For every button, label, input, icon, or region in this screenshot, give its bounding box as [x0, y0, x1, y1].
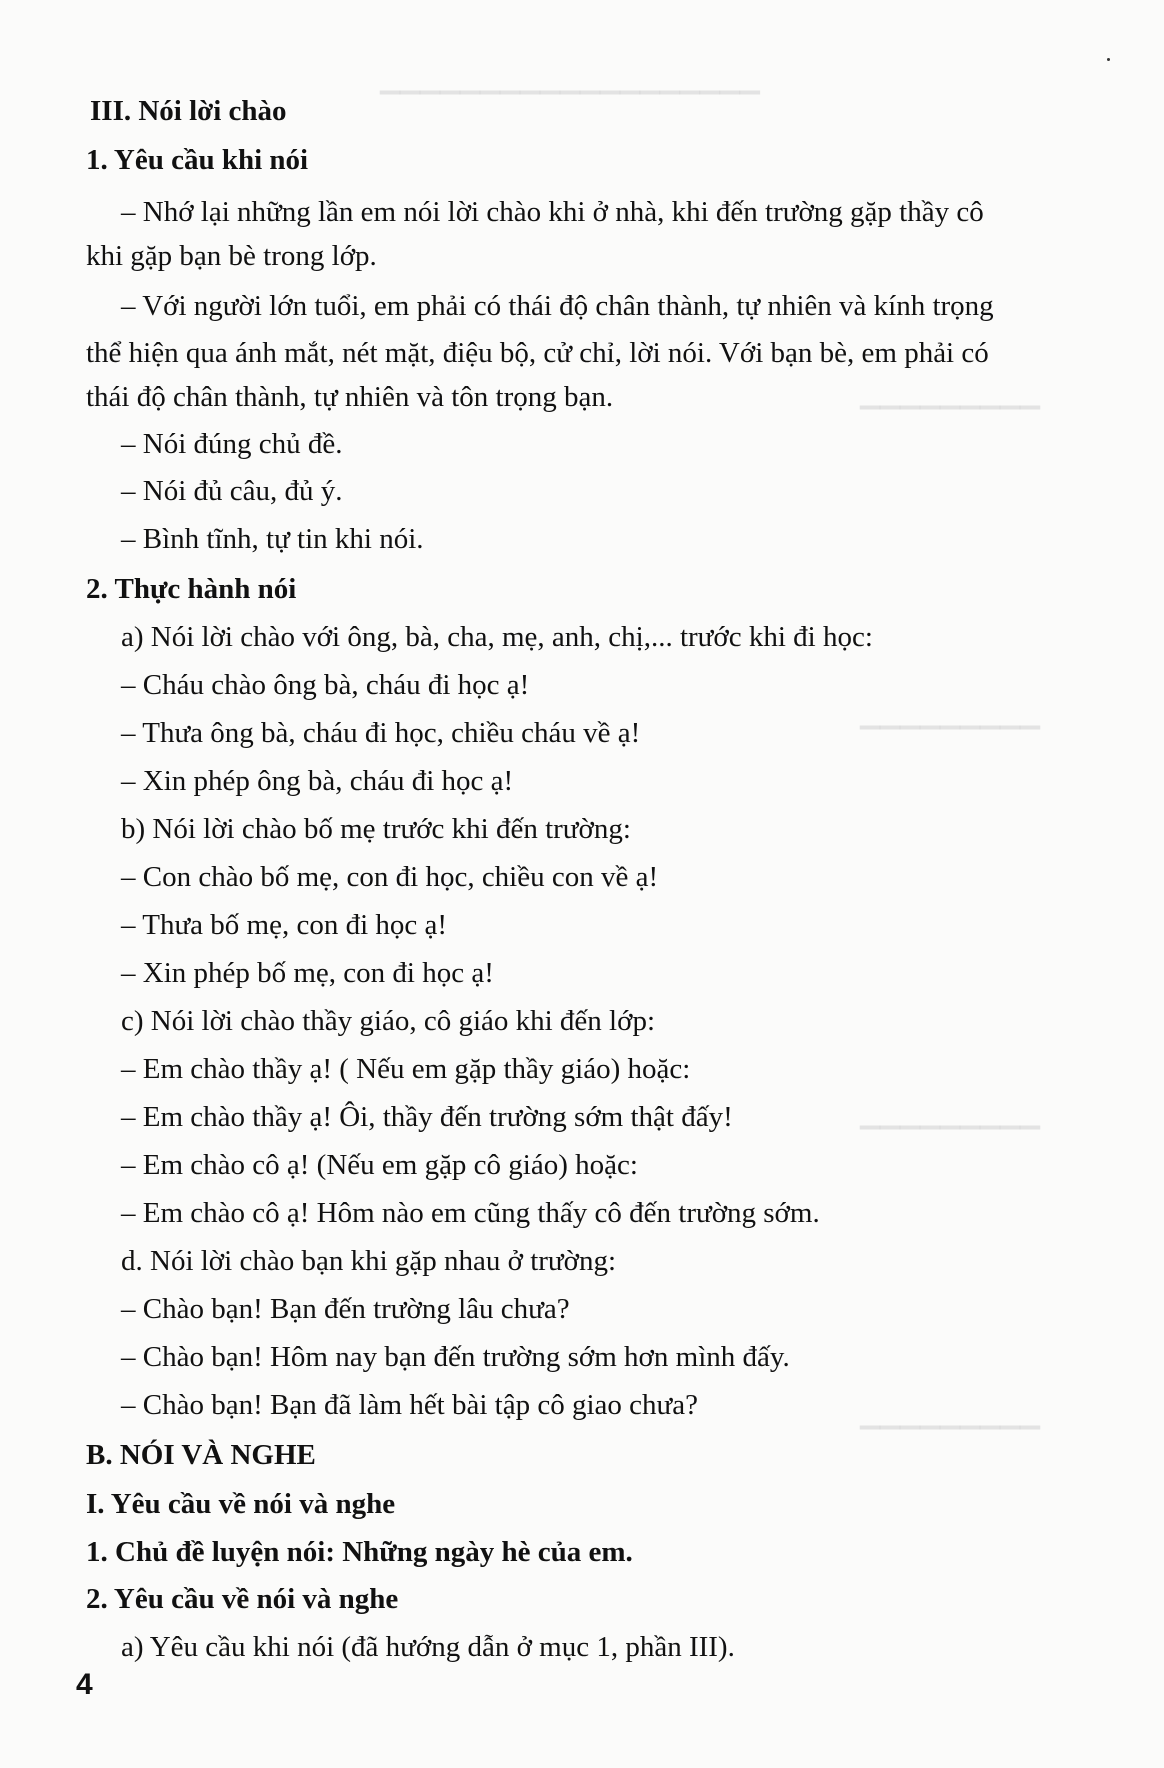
bleed-through: ▔▔▔▔▔▔▔▔▔▔▔▔▔▔▔▔▔▔▔ [380, 92, 760, 121]
text-line: – Con chào bố mẹ, con đi học, chiều con về ạ! [121, 861, 659, 893]
text-line: – Em chào cô ạ! Hôm nào em cũng thấy cô đến trường sớm. [121, 1197, 820, 1229]
bleed-through: ▁▁▁▁▁▁▁▁▁ [860, 1400, 1040, 1429]
text-line: – Nói đúng chủ đề. [121, 428, 343, 460]
bleed-through: ▁▁▁▁▁▁▁▁▁ [860, 700, 1040, 729]
text-line: b) Nói lời chào bố mẹ trước khi đến trường: [121, 813, 631, 845]
text-line: – Chào bạn! Hôm nay bạn đến trường sớm hơn mình đấy. [121, 1341, 790, 1373]
text-line: d. Nói lời chào bạn khi gặp nhau ở trường: [121, 1245, 617, 1277]
text-line: – Bình tĩnh, tự tin khi nói. [121, 523, 424, 555]
text-line: khi gặp bạn bè trong lớp. [86, 240, 377, 272]
text-line: – Chào bạn! Bạn đã làm hết bài tập cô giao chưa? [121, 1389, 698, 1421]
subsection-title-requirements: 1. Yêu cầu khi nói [86, 144, 309, 176]
text-line: – Xin phép bố mẹ, con đi học ạ! [121, 957, 494, 989]
text-line: – Thưa ông bà, cháu đi học, chiều cháu về ạ! [121, 717, 641, 749]
text-line: a) Nói lời chào với ông, bà, cha, mẹ, anh, chị,... trước khi đi học: [121, 621, 873, 653]
text-line: – Em chào thầy ạ! ( Nếu em gặp thầy giáo) hoặc: [121, 1053, 691, 1085]
text-line: – Em chào cô ạ! (Nếu em gặp cô giáo) hoặc: [121, 1149, 638, 1181]
text-line: – Cháu chào ông bà, cháu đi học ạ! [121, 669, 530, 701]
text-line: – Thưa bố mẹ, con đi học ạ! [121, 909, 448, 941]
bleed-through: ▁▁▁▁▁▁▁▁▁ [860, 1100, 1040, 1129]
text-line: – Nhớ lại những lần em nói lời chào khi ở nhà, khi đến trường gặp thầy cô [121, 196, 984, 228]
part-item: 1. Chủ đề luyện nói: Những ngày hè của em. [86, 1536, 633, 1568]
text-line: c) Nói lời chào thầy giáo, cô giáo khi đến lớp: [121, 1005, 656, 1037]
text-line: thái độ chân thành, tự nhiên và tôn trọng bạn. [86, 381, 614, 413]
text-line: a) Yêu cầu khi nói (đã hướng dẫn ở mục 1, phần III). [121, 1631, 735, 1663]
bleed-through: ▁▁▁▁▁▁▁▁▁ [860, 380, 1040, 409]
part-item: 2. Yêu cầu về nói và nghe [86, 1583, 399, 1615]
page-number: 4 [76, 1668, 93, 1701]
part-title: B. NÓI VÀ NGHE [86, 1439, 316, 1471]
text-line: – Em chào thầy ạ! Ôi, thầy đến trường sớm thật đấy! [121, 1101, 733, 1133]
text-line: – Chào bạn! Bạn đến trường lâu chưa? [121, 1293, 570, 1325]
part-subtitle: I. Yêu cầu về nói và nghe [86, 1488, 396, 1520]
section-title: III. Nói lời chào [90, 95, 287, 127]
text-line: – Xin phép ông bà, cháu đi học ạ! [121, 765, 514, 797]
text-line: – Nói đủ câu, đủ ý. [121, 475, 343, 507]
subsection-title-practice: 2. Thực hành nói [86, 573, 297, 605]
text-line: – Với người lớn tuổi, em phải có thái độ chân thành, tự nhiên và kính trọng [121, 290, 994, 322]
text-line: thể hiện qua ánh mắt, nét mặt, điệu bộ, cử chỉ, lời nói. Với bạn bè, em phải có [86, 337, 989, 369]
scan-dot [1107, 58, 1110, 61]
